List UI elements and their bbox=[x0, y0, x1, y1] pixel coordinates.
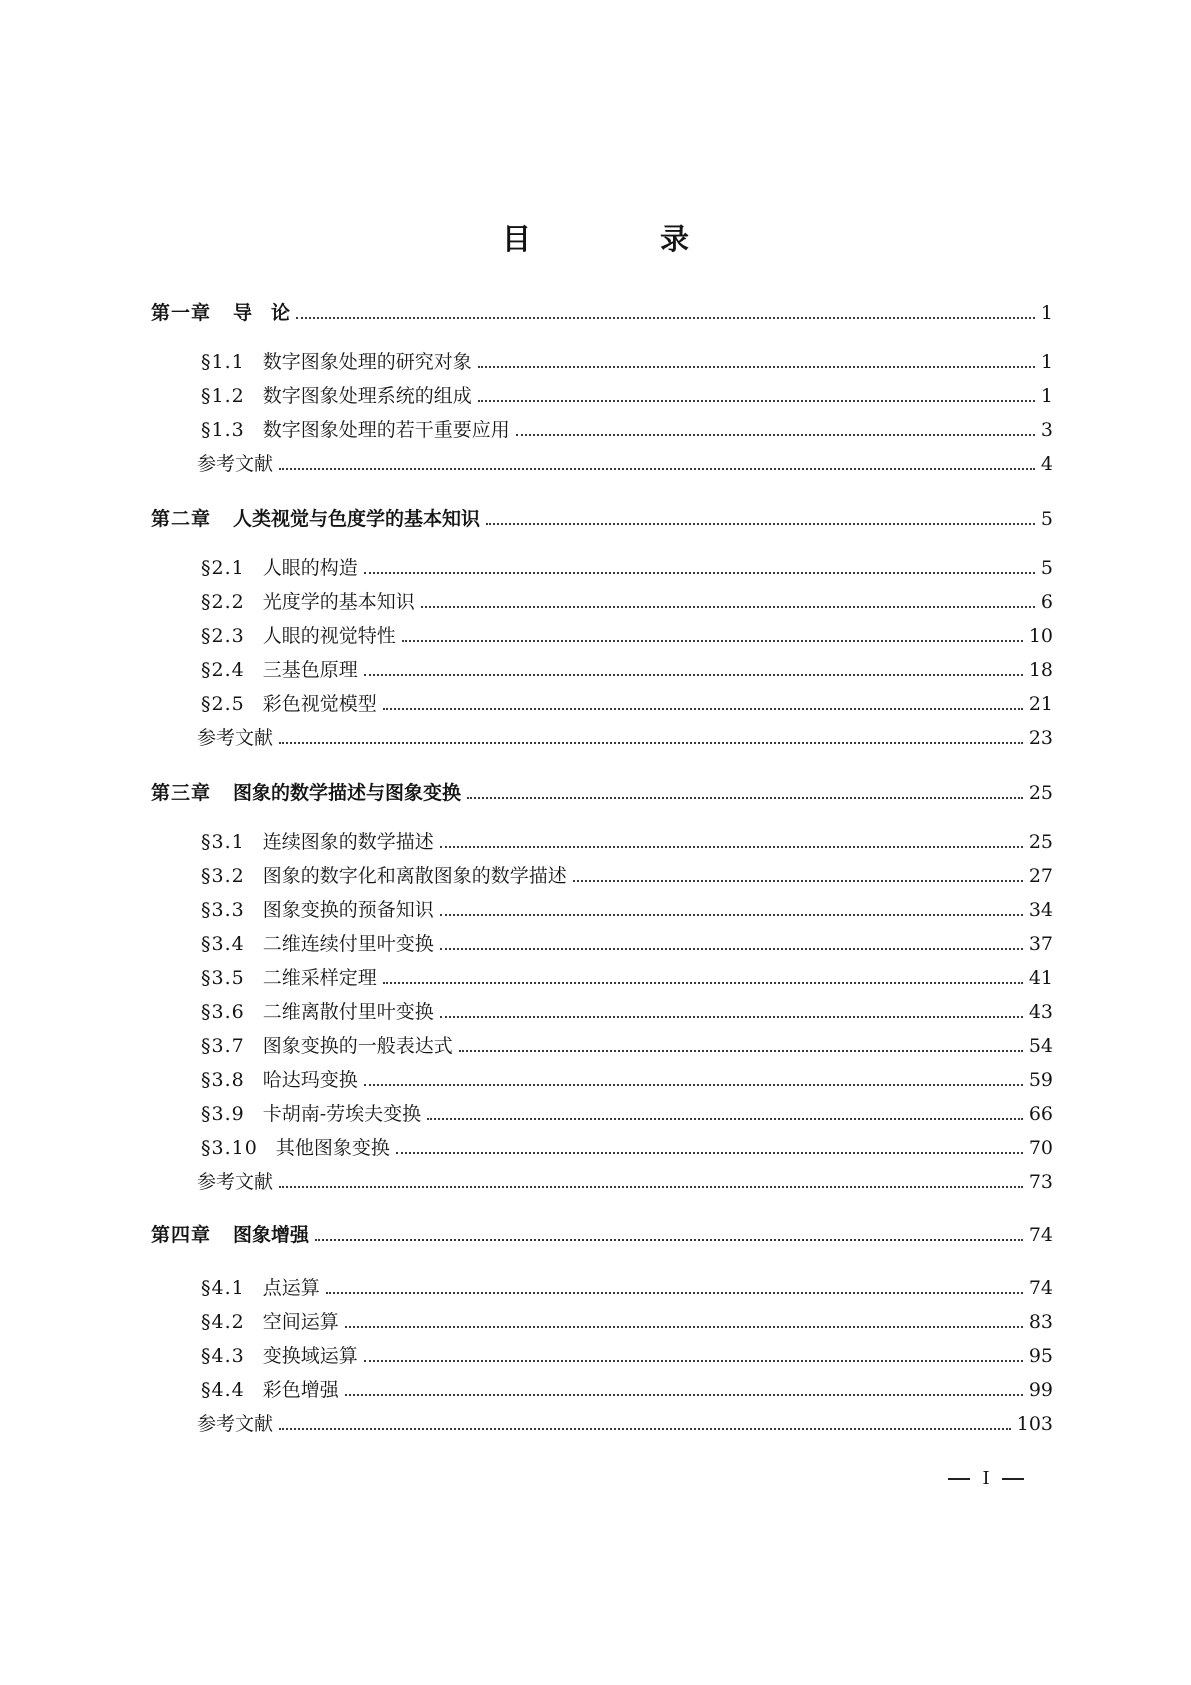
page-number: 23 bbox=[1028, 727, 1053, 749]
section-number: §1.1 bbox=[201, 351, 245, 373]
section-title: 彩色增强 bbox=[262, 1379, 339, 1401]
footer-page-number: I bbox=[982, 1468, 990, 1489]
page-title: 目 录 bbox=[501, 222, 739, 256]
dot-leader bbox=[364, 571, 1035, 574]
page-number: 37 bbox=[1028, 933, 1053, 955]
dot-leader bbox=[364, 1359, 1023, 1362]
section-title: 点运算 bbox=[262, 1277, 320, 1299]
page-number: 54 bbox=[1028, 1035, 1053, 1057]
toc-section-row bbox=[201, 997, 1053, 1027]
toc-section-row bbox=[201, 1273, 1053, 1303]
dot-leader bbox=[467, 796, 1023, 799]
page-number: 74 bbox=[1028, 1224, 1053, 1246]
section-title: 数字图象处理的若干重要应用 bbox=[262, 419, 510, 441]
dot-leader bbox=[440, 913, 1023, 916]
dot-leader bbox=[296, 316, 1035, 319]
page-number: 27 bbox=[1028, 865, 1053, 887]
toc-section-row bbox=[201, 895, 1053, 925]
section-number: §1.2 bbox=[201, 385, 245, 407]
dot-leader bbox=[383, 707, 1023, 710]
section-title: 空间运算 bbox=[262, 1311, 339, 1333]
page-number: 18 bbox=[1028, 659, 1053, 681]
toc-chapter-row bbox=[151, 298, 1053, 328]
toc-section-row bbox=[201, 827, 1053, 857]
page-number: 1 bbox=[1040, 302, 1053, 324]
toc-section-row bbox=[201, 963, 1053, 993]
section-title: 数字图象处理的研究对象 bbox=[262, 351, 472, 373]
page-number: 59 bbox=[1028, 1069, 1053, 1091]
dot-leader bbox=[440, 1015, 1023, 1018]
page-number: 41 bbox=[1028, 967, 1053, 989]
footer-dash-left bbox=[948, 1478, 970, 1480]
section-number: §4.4 bbox=[201, 1379, 245, 1401]
section-title: 图象的数字化和离散图象的数学描述 bbox=[262, 865, 567, 887]
dot-leader bbox=[516, 433, 1035, 436]
dot-leader bbox=[315, 1238, 1023, 1241]
dot-leader bbox=[396, 1151, 1023, 1154]
page-number: 66 bbox=[1028, 1103, 1053, 1125]
section-title: 数字图象处理系统的组成 bbox=[262, 385, 472, 407]
toc-chapter-row bbox=[151, 1220, 1053, 1250]
footer-dash-right bbox=[1002, 1478, 1024, 1480]
toc-section-row bbox=[201, 587, 1053, 617]
dot-leader bbox=[440, 947, 1023, 950]
section-title: 哈达玛变换 bbox=[262, 1069, 358, 1091]
section-number: §3.10 bbox=[201, 1137, 258, 1159]
section-number: §2.5 bbox=[201, 693, 245, 715]
page-number: 1 bbox=[1040, 351, 1053, 373]
section-number: §3.3 bbox=[201, 899, 245, 921]
chapter-number: 第一章 bbox=[151, 302, 212, 324]
dot-leader bbox=[326, 1291, 1023, 1294]
dot-leader bbox=[478, 365, 1035, 368]
section-title: 二维离散付里叶变换 bbox=[262, 1001, 434, 1023]
dot-leader bbox=[478, 399, 1035, 402]
dot-leader bbox=[279, 1427, 1011, 1430]
page-number: 74 bbox=[1028, 1277, 1053, 1299]
refs-title: 参考文献 bbox=[197, 727, 274, 749]
toc-section-row bbox=[201, 689, 1053, 719]
chapter-title: 图象的数学描述与图象变换 bbox=[233, 782, 462, 804]
toc-section-row bbox=[201, 929, 1053, 959]
section-title: 三基色原理 bbox=[262, 659, 358, 681]
dot-leader bbox=[459, 1049, 1023, 1052]
section-number: §1.3 bbox=[201, 419, 245, 441]
section-number: §3.4 bbox=[201, 933, 245, 955]
chapter-title: 人类视觉与色度学的基本知识 bbox=[233, 508, 481, 530]
dot-leader bbox=[573, 879, 1023, 882]
page-number: 43 bbox=[1028, 1001, 1053, 1023]
section-number: §3.6 bbox=[201, 1001, 245, 1023]
page-number: 103 bbox=[1016, 1413, 1053, 1435]
page-number: 10 bbox=[1028, 625, 1053, 647]
page-number: 83 bbox=[1028, 1311, 1053, 1333]
dot-leader bbox=[421, 605, 1035, 608]
toc-section-row bbox=[201, 347, 1053, 377]
toc-section-row bbox=[201, 1341, 1053, 1371]
section-number: §4.2 bbox=[201, 1311, 245, 1333]
page-number: 25 bbox=[1028, 782, 1053, 804]
toc-section-row bbox=[201, 381, 1053, 411]
chapter-title: 图象增强 bbox=[233, 1224, 310, 1246]
page-number: 99 bbox=[1028, 1379, 1053, 1401]
dot-leader bbox=[427, 1117, 1023, 1120]
section-title: 连续图象的数学描述 bbox=[262, 831, 434, 853]
toc-refs-row bbox=[197, 449, 1053, 479]
section-title: 变换域运算 bbox=[262, 1345, 358, 1367]
section-number: §2.1 bbox=[201, 557, 245, 579]
toc-section-row bbox=[201, 655, 1053, 685]
page-number: 4 bbox=[1040, 453, 1053, 475]
chapter-number: 第三章 bbox=[151, 782, 212, 804]
toc-section-row bbox=[201, 1307, 1053, 1337]
section-title: 二维连续付里叶变换 bbox=[262, 933, 434, 955]
page-number: 3 bbox=[1040, 419, 1053, 441]
page-number: 73 bbox=[1028, 1171, 1053, 1193]
chapter-title: 导 论 bbox=[233, 302, 291, 324]
toc-section-row bbox=[201, 553, 1053, 583]
section-number: §2.2 bbox=[201, 591, 245, 613]
page-number: 6 bbox=[1040, 591, 1053, 613]
section-title: 卡胡南-劳埃夫变换 bbox=[262, 1103, 422, 1125]
dot-leader bbox=[279, 1185, 1023, 1188]
dot-leader bbox=[345, 1393, 1023, 1396]
section-number: §3.7 bbox=[201, 1035, 245, 1057]
toc-section-row bbox=[201, 1065, 1053, 1095]
dot-leader bbox=[383, 981, 1023, 984]
section-number: §3.9 bbox=[201, 1103, 245, 1125]
dot-leader bbox=[402, 639, 1023, 642]
toc-chapter-row bbox=[151, 778, 1053, 808]
refs-title: 参考文献 bbox=[197, 1413, 274, 1435]
section-title: 其他图象变换 bbox=[275, 1137, 390, 1159]
toc-section-row bbox=[201, 861, 1053, 891]
section-title: 人眼的构造 bbox=[262, 557, 358, 579]
toc-section-row bbox=[201, 1099, 1053, 1129]
section-title: 彩色视觉模型 bbox=[262, 693, 377, 715]
toc-refs-row bbox=[197, 723, 1053, 753]
page-number: 70 bbox=[1028, 1137, 1053, 1159]
dot-leader bbox=[279, 467, 1035, 470]
dot-leader bbox=[364, 673, 1023, 676]
chapter-number: 第四章 bbox=[151, 1224, 212, 1246]
section-number: §2.3 bbox=[201, 625, 245, 647]
toc-refs-row bbox=[197, 1167, 1053, 1197]
page-number: 95 bbox=[1028, 1345, 1053, 1367]
section-number: §3.5 bbox=[201, 967, 245, 989]
chapter-number: 第二章 bbox=[151, 508, 212, 530]
section-title: 二维采样定理 bbox=[262, 967, 377, 989]
section-number: §3.1 bbox=[201, 831, 245, 853]
section-title: 图象变换的一般表达式 bbox=[262, 1035, 453, 1057]
refs-title: 参考文献 bbox=[197, 1171, 274, 1193]
dot-leader bbox=[279, 741, 1023, 744]
page-number: 25 bbox=[1028, 831, 1053, 853]
page-number: 21 bbox=[1028, 693, 1053, 715]
section-number: §4.3 bbox=[201, 1345, 245, 1367]
page-number: 5 bbox=[1040, 557, 1053, 579]
section-number: §3.2 bbox=[201, 865, 245, 887]
section-title: 图象变换的预备知识 bbox=[262, 899, 434, 921]
section-number: §3.8 bbox=[201, 1069, 245, 1091]
page-number: 1 bbox=[1040, 385, 1053, 407]
toc-section-row bbox=[201, 621, 1053, 651]
section-number: §4.1 bbox=[201, 1277, 245, 1299]
toc-section-row bbox=[201, 1031, 1053, 1061]
section-title: 人眼的视觉特性 bbox=[262, 625, 396, 647]
section-number: §2.4 bbox=[201, 659, 245, 681]
page-number: 5 bbox=[1040, 508, 1053, 530]
toc-section-row bbox=[201, 415, 1053, 445]
toc-section-row bbox=[201, 1133, 1053, 1163]
dot-leader bbox=[440, 845, 1023, 848]
toc-section-row bbox=[201, 1375, 1053, 1405]
toc-chapter-row bbox=[151, 504, 1053, 534]
dot-leader bbox=[345, 1325, 1023, 1328]
refs-title: 参考文献 bbox=[197, 453, 274, 475]
section-title: 光度学的基本知识 bbox=[262, 591, 415, 613]
page-footer bbox=[940, 1468, 1032, 1490]
toc-refs-row bbox=[197, 1409, 1053, 1439]
dot-leader bbox=[364, 1083, 1023, 1086]
page-number: 34 bbox=[1028, 899, 1053, 921]
dot-leader bbox=[486, 522, 1035, 525]
